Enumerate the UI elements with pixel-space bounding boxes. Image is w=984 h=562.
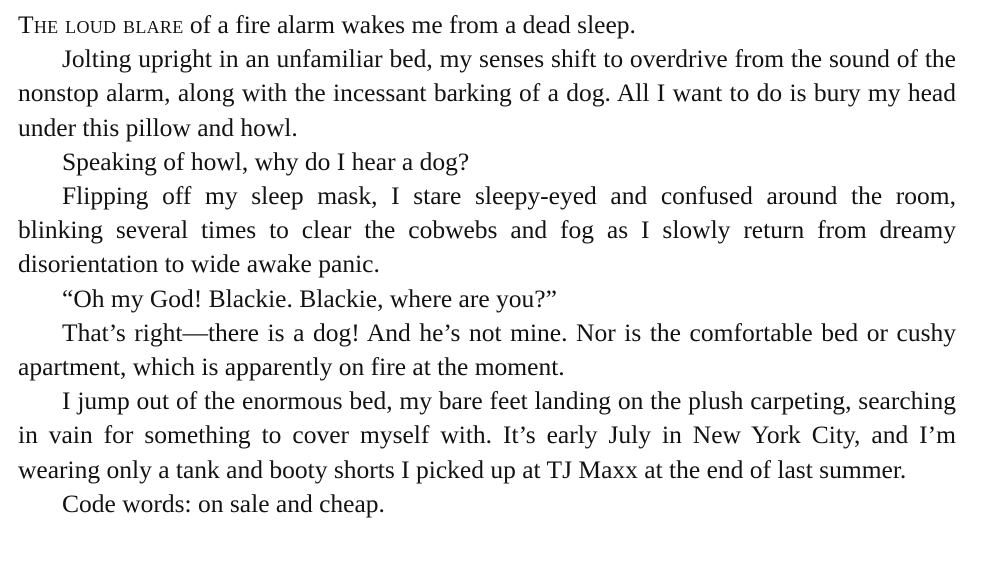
paragraph-1-rest: of a fire alarm wakes me from a dead sleep. <box>183 10 636 39</box>
paragraph-3: Speaking of howl, why do I hear a dog? <box>62 146 470 176</box>
paragraph-6: That’s right—there is a dog! And he’s not mine. Nor is the comfortable bed or cushy apartment, which is apparently on fire at the moment. <box>18 317 956 382</box>
paragraph-5: “Oh my God! Blackie. Blackie, where are you?” <box>62 283 557 313</box>
paragraph-4: Flipping off my sleep mask, I stare sleepy-eyed and confused around the room, blinking several times to clear the cobwebs and fog as I slowly return from dreamy disorientation to wide awake panic. <box>18 181 956 279</box>
paragraph-1 <box>18 8 956 42</box>
opening-small-caps: The loud blare <box>18 10 184 39</box>
body-text <box>18 8 956 521</box>
paragraph-2: Jolting upright in an unfamiliar bed, my senses shift to overdrive from the sound of the nonstop alarm, along with the incessant barking of a dog. All I want to do is bury my head under this pillow and howl. <box>18 44 956 142</box>
paragraph-7: I jump out of the enormous bed, my bare feet landing on the plush carpeting, searching in vain for something to cover myself with. It’s early July in New York City, and I’m wearing only a tank and booty shorts I picked up at TJ Maxx at the end of last summer. <box>18 386 956 484</box>
paragraph-8: Code words: on sale and cheap. <box>62 488 385 518</box>
